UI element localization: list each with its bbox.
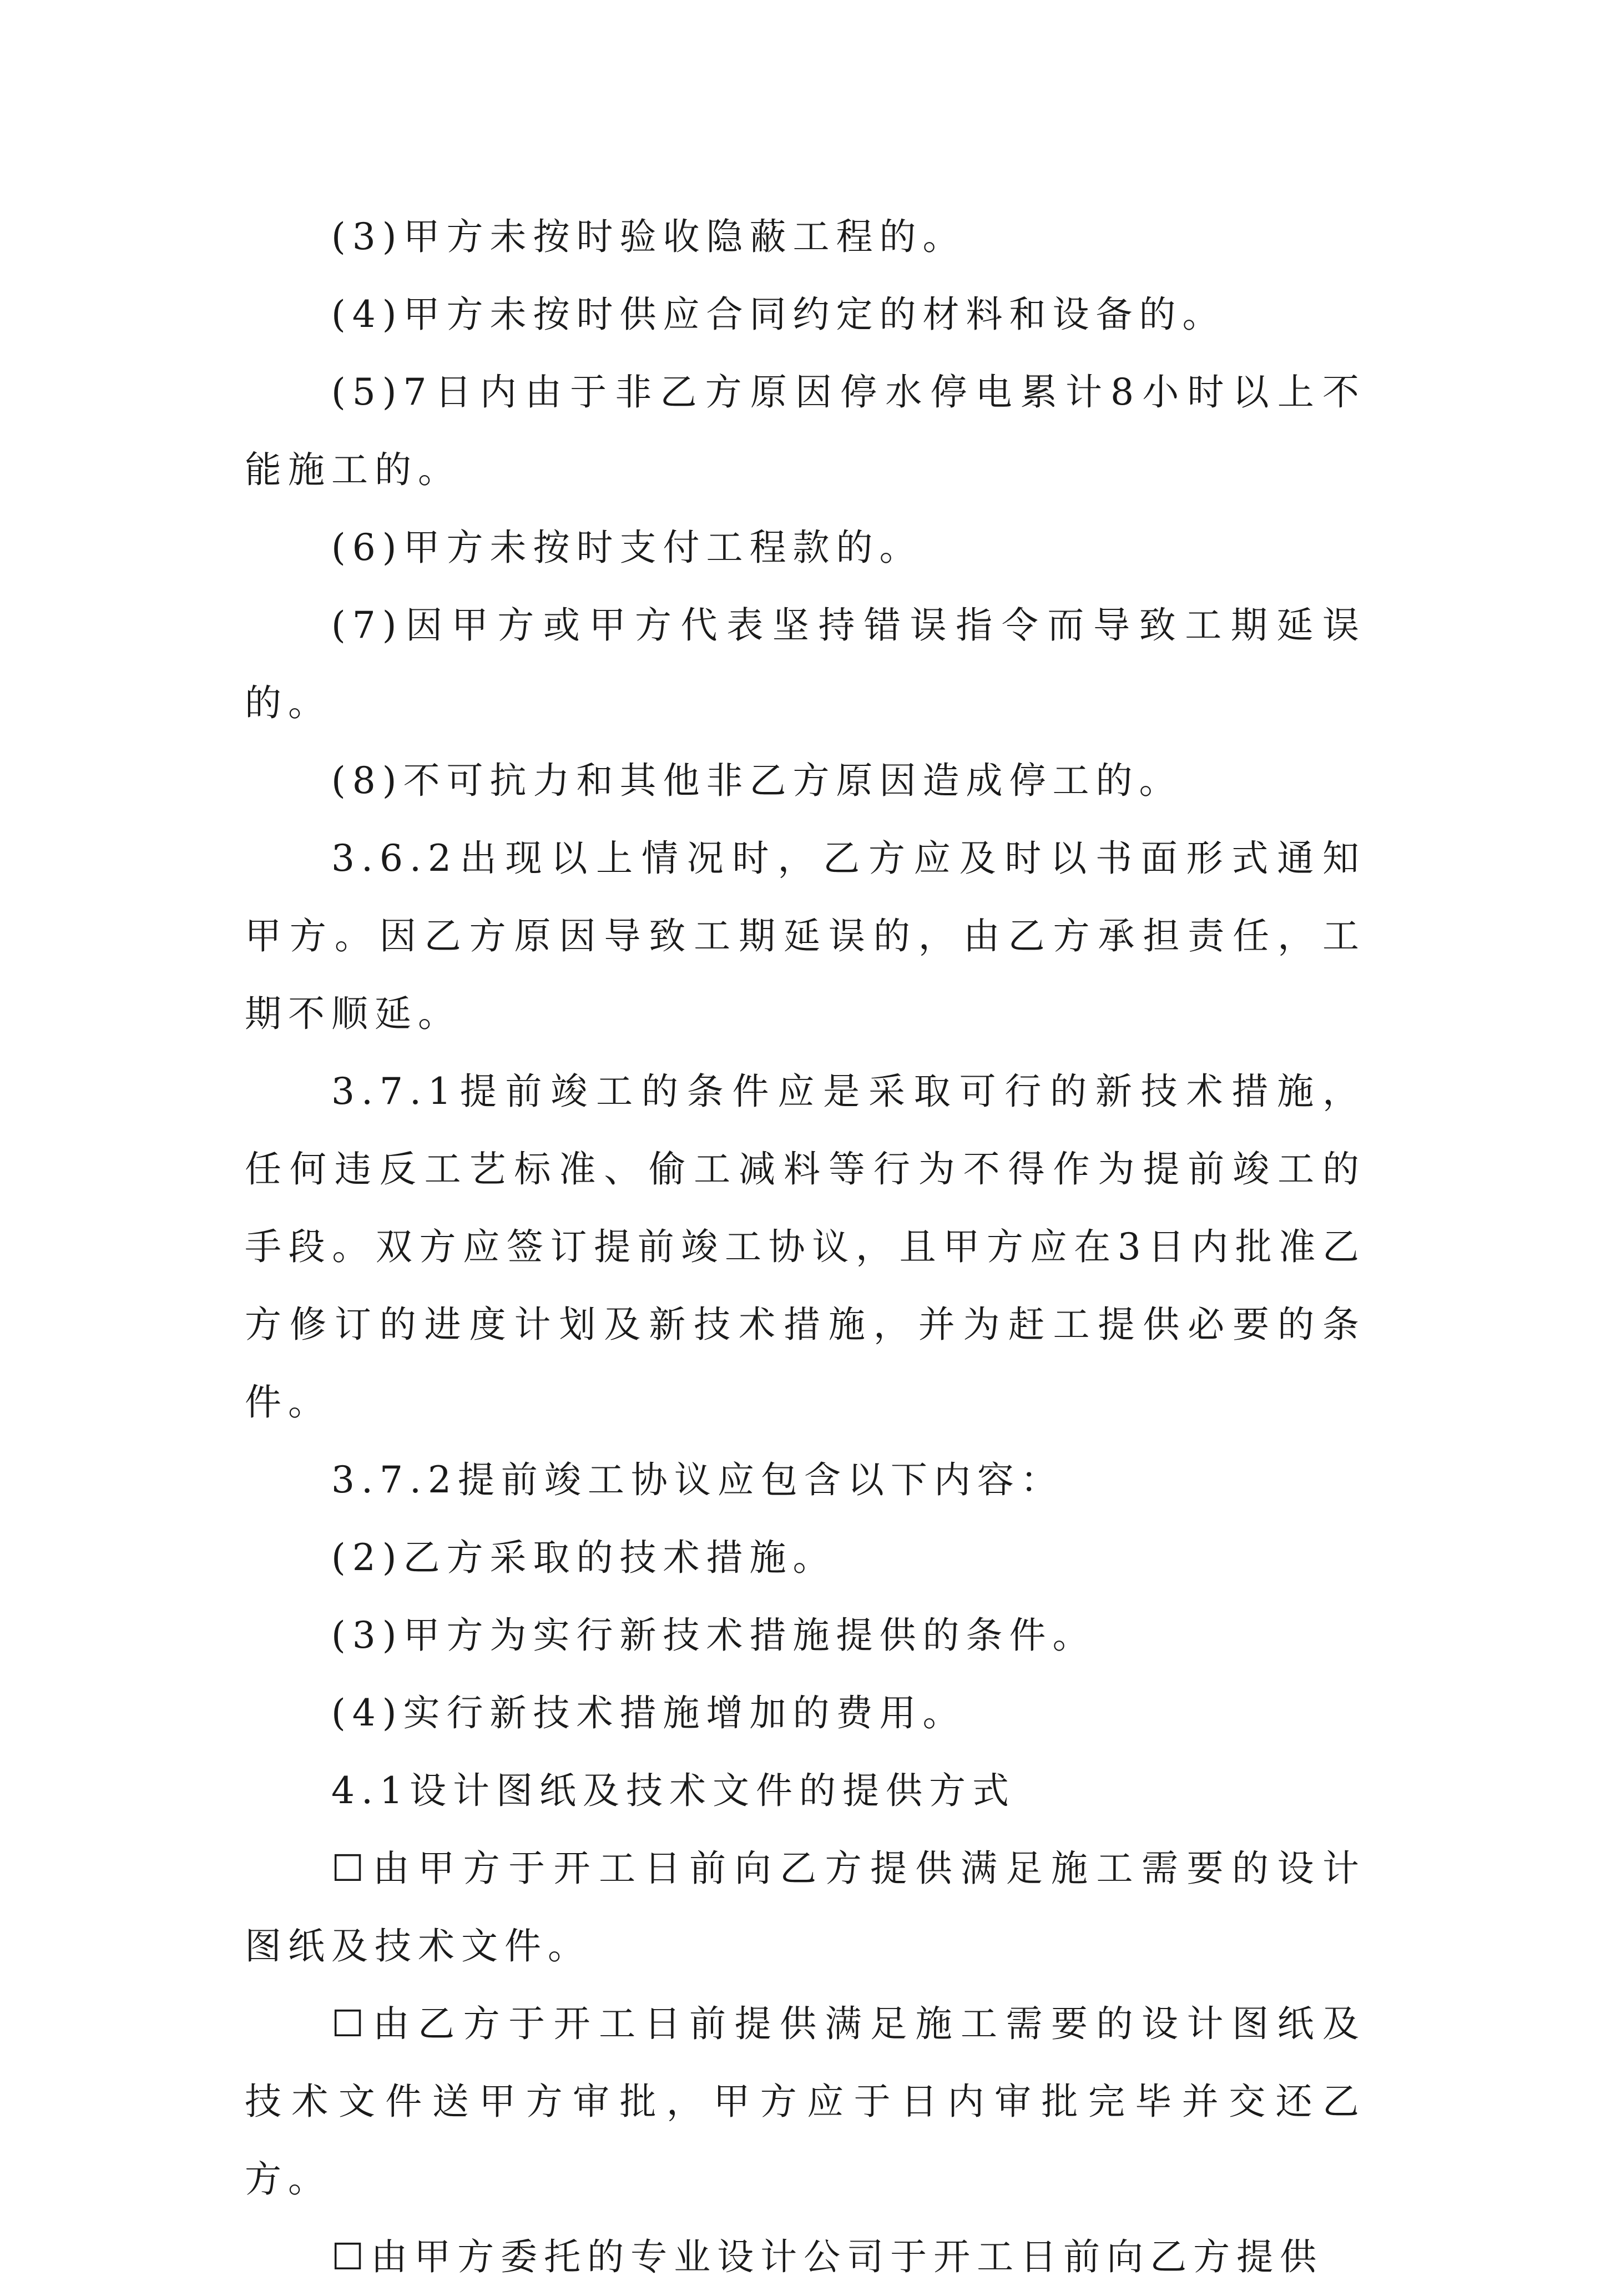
clause-3-7-2: 3.7.2提前竣工协议应包含以下内容： [331, 1459, 1064, 1501]
clause-3-7-1: 3.7.1提前竣工的条件应是采取可行的新技术措施，任何违反工艺标准、偷工减料等行为不得作为提前竣工的手段。双方应签订提前竣工协议，且甲方应在3日内批准乙方修订的进度计划及新技术措施，并为赶工提供必要的条件。 [245, 1070, 1366, 1424]
option-party-a-provides: ☐由甲方于开工日前向乙方提供满足施工需要的设计图纸及技术文件。 [245, 1847, 1366, 1967]
clause-3-6-2: 3.6.2出现以上情况时，乙方应及时以书面形式通知甲方。因乙方原因导致工期延误的，由乙方承担责任，工期不顺延。 [245, 837, 1366, 1035]
paragraph-4-materials-supply: (4)甲方未按时供应合同约定的材料和设备的。 [331, 293, 1226, 336]
option-design-company-provides: ☐由甲方委托的专业设计公司于开工日前向乙方提供 [331, 2236, 1324, 2278]
clause-3-7-2-item-2: (2)乙方采取的技术措施。 [331, 1536, 836, 1579]
paragraph-7-wrong-instructions: (7)因甲方或甲方代表坚持错误指令而导致工期延误的。 [245, 604, 1366, 724]
paragraph-3-hidden-works: (3)甲方未按时验收隐蔽工程的。 [331, 215, 966, 258]
clause-4-1-heading: 4.1设计图纸及技术文件的提供方式 [331, 1769, 1016, 1812]
paragraph-5-power-water-outage: (5)7日内由于非乙方原因停水停电累计8小时以上不能施工的。 [245, 371, 1366, 491]
clause-3-7-2-item-3: (3)甲方为实行新技术措施提供的条件。 [331, 1614, 1096, 1657]
option-party-b-provides: ☐由乙方于开工日前提供满足施工需要的设计图纸及技术文件送甲方审批，甲方应于日内审批完毕并交还乙方。 [245, 2002, 1366, 2201]
paragraph-6-payment-delay: (6)甲方未按时支付工程款的。 [331, 526, 923, 569]
document-body [245, 198, 1366, 2296]
paragraph-8-force-majeure: (8)不可抗力和其他非乙方原因造成停工的。 [331, 759, 1183, 802]
clause-3-7-2-item-4: (4)实行新技术措施增加的费用。 [331, 1692, 966, 1734]
